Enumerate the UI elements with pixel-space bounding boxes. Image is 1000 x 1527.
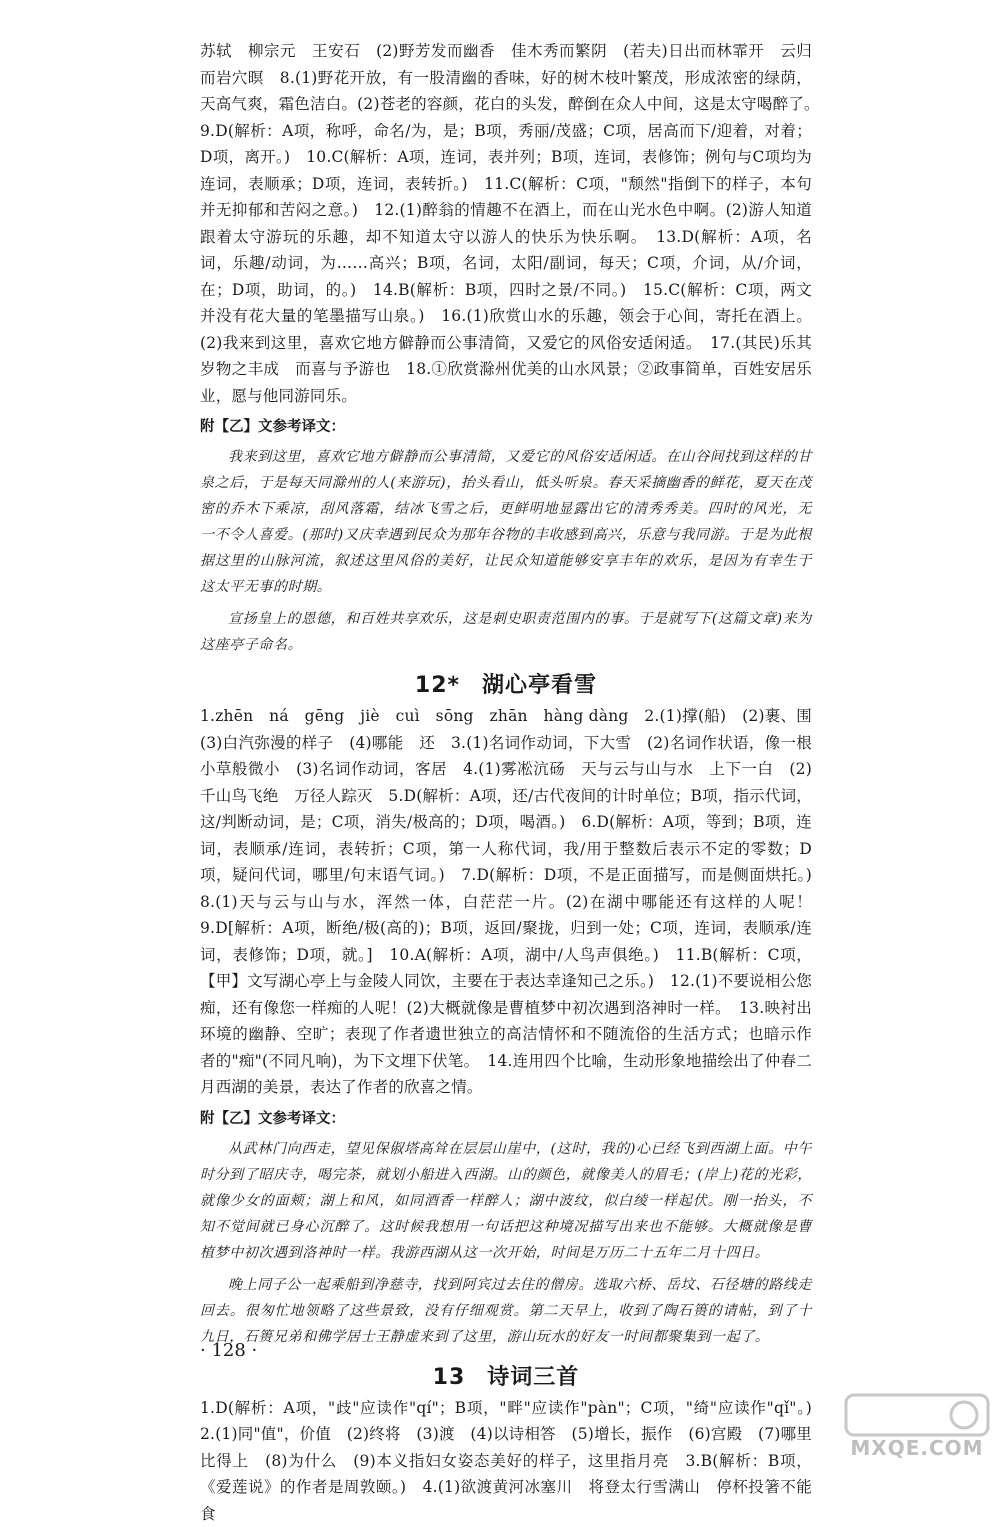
watermark-logo: [842, 1391, 992, 1461]
section12-title: 湖心亭看雪: [482, 673, 597, 698]
translation-paragraph: 晚上同子公一起乘船到净慈寺，找到阿宾过去住的僧房。选取六桥、岳坟、石径塘的路线走回去。很匆忙地领略了这些景致，没有仔细观赏。第二天早上，收到了陶石篑的请帖，到了十九日，石篑兄弟和佛学居士王静虚来到了这里，游山玩水的好友一时间都聚集到一起了。: [200, 1272, 812, 1350]
section11-translation: [200, 444, 812, 658]
translation-paragraph: 从武林门向西走，望见保俶塔高耸在层层山崖中，(这时，我的)心已经飞到西湖上面。中午时分到了昭庆寺，喝完茶，就划小船进入西湖。山的颜色，就像美人的眉毛；(岸上)花的光彩，就像少女的面颊；湖上和风，如同酒香一样醉人；湖中波纹，似白绫一样起伏。刚一抬头，不知不觉间就已身心沉醉了。这时候我想用一句话把这种境况描写出来也不能够。大概就像是曹植梦中初次遇到洛神时一样。我游西湖从这一次开始，时间是万历二十五年二月十四日。: [200, 1136, 812, 1266]
page-content: [200, 38, 812, 1527]
section13-title: 诗词三首: [487, 1365, 579, 1390]
translation-paragraph: 我来到这里，喜欢它地方僻静而公事清简，又爱它的风俗安适闲适。在山谷间找到这样的甘泉之后，于是每天同滁州的人(来游玩)，抬头看山，低头听泉。春天采摘幽香的鲜花，夏天在茂密的乔木下乘凉，刮风落霜，结冰飞雪之后，更鲜明地显露出它的清秀秀美。四时的风光，无一不令人喜爱。(那时)又庆幸遇到民众为那年谷物的丰收感到高兴，乐意与我同游。于是为此根据这里的山脉河流，叙述这里风俗的美好，让民众知道能够安享丰年的欢乐，是因为有幸生于这太平无事的时期。: [200, 444, 812, 600]
section11-answers: 苏轼 柳宗元 王安石 (2)野芳发而幽香 佳木秀而繁阴 (若夫)日出而林霏开 云归而岩穴暝 8.(1)野花开放，有一股清幽的香味，好的树木枝叶繁茂，形成浓密的绿荫，天高气爽，霜色洁白。(2)苍老的容颜，花白的头发，醉倒在众人中间，这是太守喝醉了。 9.D(解析：A项，称呼，命名/为，是；B项，秀丽/茂盛；C项，居高而下/迎着，对着；D项，离开。) 10.C(解析：A项，连词，表并列；B项，连词，表修饰；例句与C项均为连词，表顺承；D项，连词，表转折。) 11.C(解析：C项，"颓然"指倒下的样子，本句并无抑郁和苦闷之意。) 12.(1)醉翁的情趣不在酒上，而在山光水色中啊。(2)游人知道跟着太守游玩的乐趣，却不知道太守以游人的快乐为快乐啊。 13.D(解析：A项，名词，乐趣/动词，为……高兴；B项，名词，太阳/副词，每天；C项，介词，从/介词，在；D项，助词，的。) 14.B(解析：B项，四时之景/不同。) 15.C(解析：C项，两文并没有花大量的笔墨描写山泉。) 16.(1)欣赏山水的乐趣，领会于心间，寄托在酒上。(2)我来到这里，喜欢它地方僻静而公事清简，又爱它的风俗安适闲适。 17.(其民)乐其岁物之丰成 而喜与予游也 18.①欣赏滁州优美的山水风景；②政事简单，百姓安居乐业，愿与他同游同乐。: [200, 38, 812, 409]
section12-answers: 1.zhēn ná gēng jiè cuì sōng zhān hàng dàng 2.(1)撑(船) (2)裹、围 (3)白汽弥漫的样子 (4)哪能 还 3.(1)名词作动词，下大雪 (2)名词作状语，像一根小草般微小 (3)名词作动词，客居 4.(1)雾凇沆砀 天与云与山与水 上下一白 (2)千山鸟飞绝 万径人踪灭 5.D(解析：A项，还/古代夜间的计时单位；B项，指示代词，这/判断动词，是；C项，消失/极高的；D项，喝酒。) 6.D(解析：A项，等到；B项，连词，表顺承/连词，表转折；C项，第一人称代词，我/用于整数后表示不定的零数；D项，疑问代词，哪里/句末语气词。) 7.D(解析：D项，不是正面描写，而是侧面烘托。) 8.(1)天与云与山与水，浑然一体，白茫茫一片。(2)在湖中哪能还有这样的人呢！ 9.D[解析：A项，断绝/极(高的)；B项，返回/聚拢，归到一处；C项，连词，表顺承/连词，表修饰；D项，就。] 10.A(解析：A项，湖中/人鸟声俱绝。) 11.B(解析：C项，【甲】文写湖心亭上与金陵人同饮，主要在于表达幸逢知己之乐。) 12.(1)不要说相公您痴，还有像您一样痴的人呢！(2)大概就像是曹植梦中初次遇到洛神时一样。 13.映衬出环境的幽静、空旷；表现了作者遗世独立的高洁情怀和不随流俗的生活方式；也暗示作者的"痴"(不同凡响)，为下文埋下伏笔。 14.连用四个比喻，生动形象地描绘出了仲春二月西湖的美景，表达了作者的欣喜之情。: [200, 703, 812, 1101]
page-number: · 128 ·: [200, 1340, 257, 1361]
watermark-text: MXQE.COM: [850, 1436, 983, 1460]
section13-heading: [200, 1360, 812, 1391]
translation-paragraph: 宣扬皇上的恩德，和百姓共享欢乐，这是刺史职责范围内的事。于是就写下(这篇文章)来为这座亭子命名。: [200, 606, 812, 658]
section12-heading: [200, 668, 812, 699]
section12-appendix-label: 附【乙】文参考译文：: [200, 1107, 812, 1128]
section13-number: 13: [433, 1365, 466, 1390]
section13-answers: 1.D(解析：A项，"歧"应读作"qí"；B项，"畔"应读作"pàn"；C项，"绮"应读作"qǐ"。) 2.(1)同"值"，价值 (2)终将 (3)渡 (4)以诗相答 (5)增长，振作 (6)宫殿 (7)哪里比得上 (8)为什么 (9)本义指妇女姿态美好的样子，这里指月亮 3.B(解析：B项，《爱莲说》的作者是周敦颐。) 4.(1)欲渡黄河冰塞川 将登太行雪满山 停杯投箸不能食: [200, 1395, 812, 1527]
section11-appendix-label: 附【乙】文参考译文：: [200, 415, 812, 436]
section12-number: 12*: [415, 673, 460, 698]
section12-translation: [200, 1136, 812, 1350]
